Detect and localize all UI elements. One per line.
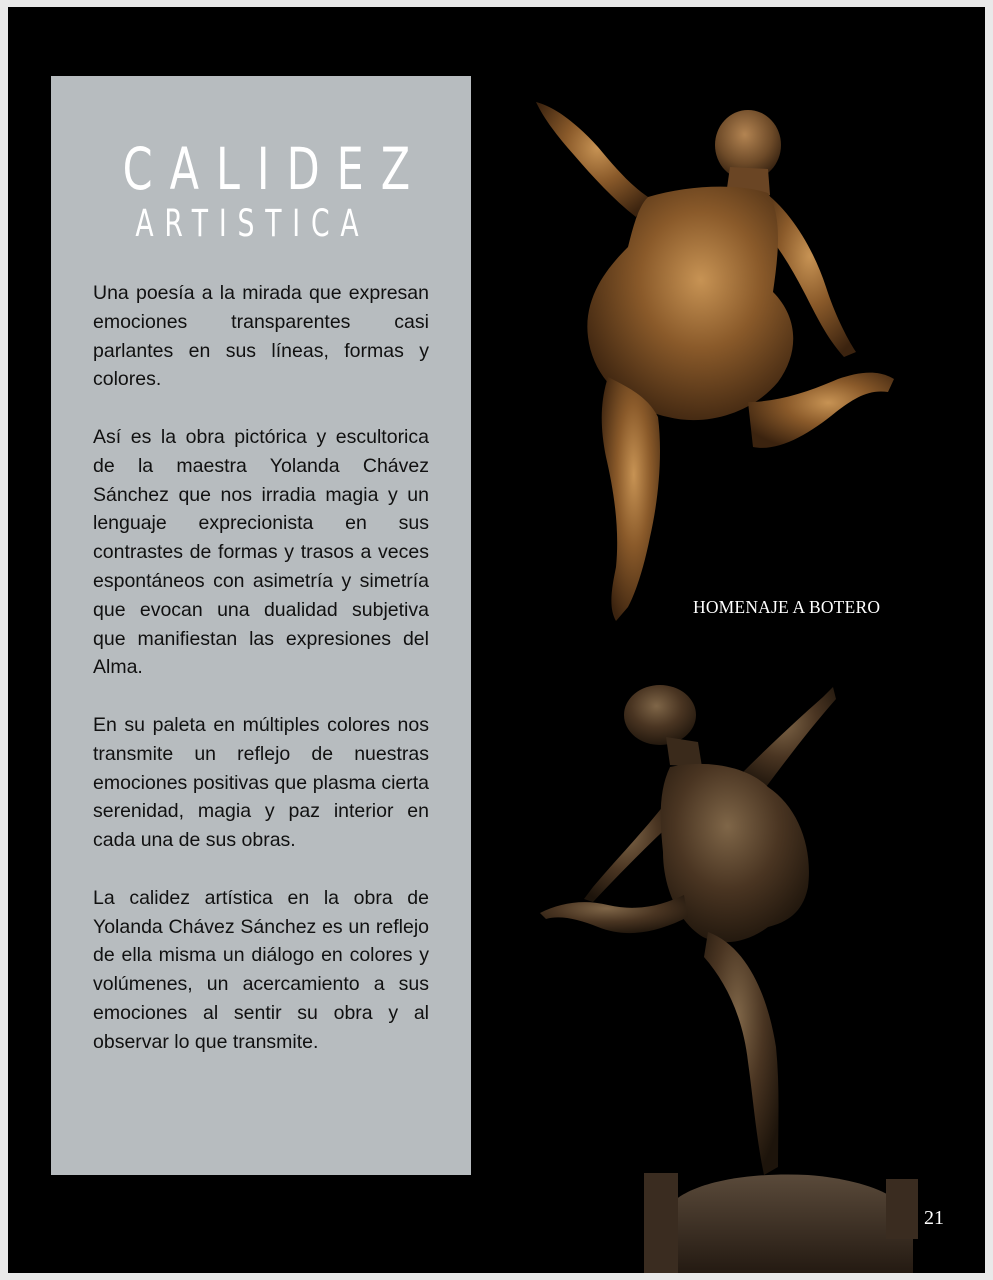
- page-subtitle: ARTISTICA: [135, 202, 370, 245]
- page-title: CALIDEZ: [122, 135, 428, 203]
- magazine-page: [8, 7, 985, 1273]
- image-caption: HOMENAJE A BOTERO: [693, 597, 881, 617]
- paragraph-3: En su paleta en múltiples colores nos transmite un reflejo de nuestras emociones positivas que plasma cierta serenidad, magia y paz interior en cada una de sus obras.: [93, 713, 429, 852]
- paragraph-1: Una poesía a la mirada que expresan emociones transparentes casi parlantes en sus líneas, formas y colores.: [93, 282, 429, 391]
- paragraph-2: Así es la obra pictórica y escultorica de la maestra Yolanda Chávez Sánchez que nos irradia magia y un lenguaje exprecionista en sus contrastes de formas y trasos a veces espontáneos con asimetría y simetría que evocan una dualidad subjetiva que manifiestan las expresiones del Alma.: [93, 425, 429, 679]
- sculpture-image-bottom: [8, 7, 985, 1273]
- page-number: 21: [924, 1207, 944, 1229]
- paragraph-4: La calidez artística en la obra de Yolanda Chávez Sánchez es un reflejo de ella misma un diálogo en colores y volúmenes, un acercamiento a sus emociones al sentir su obra y al observar lo que transmite.: [93, 886, 429, 1053]
